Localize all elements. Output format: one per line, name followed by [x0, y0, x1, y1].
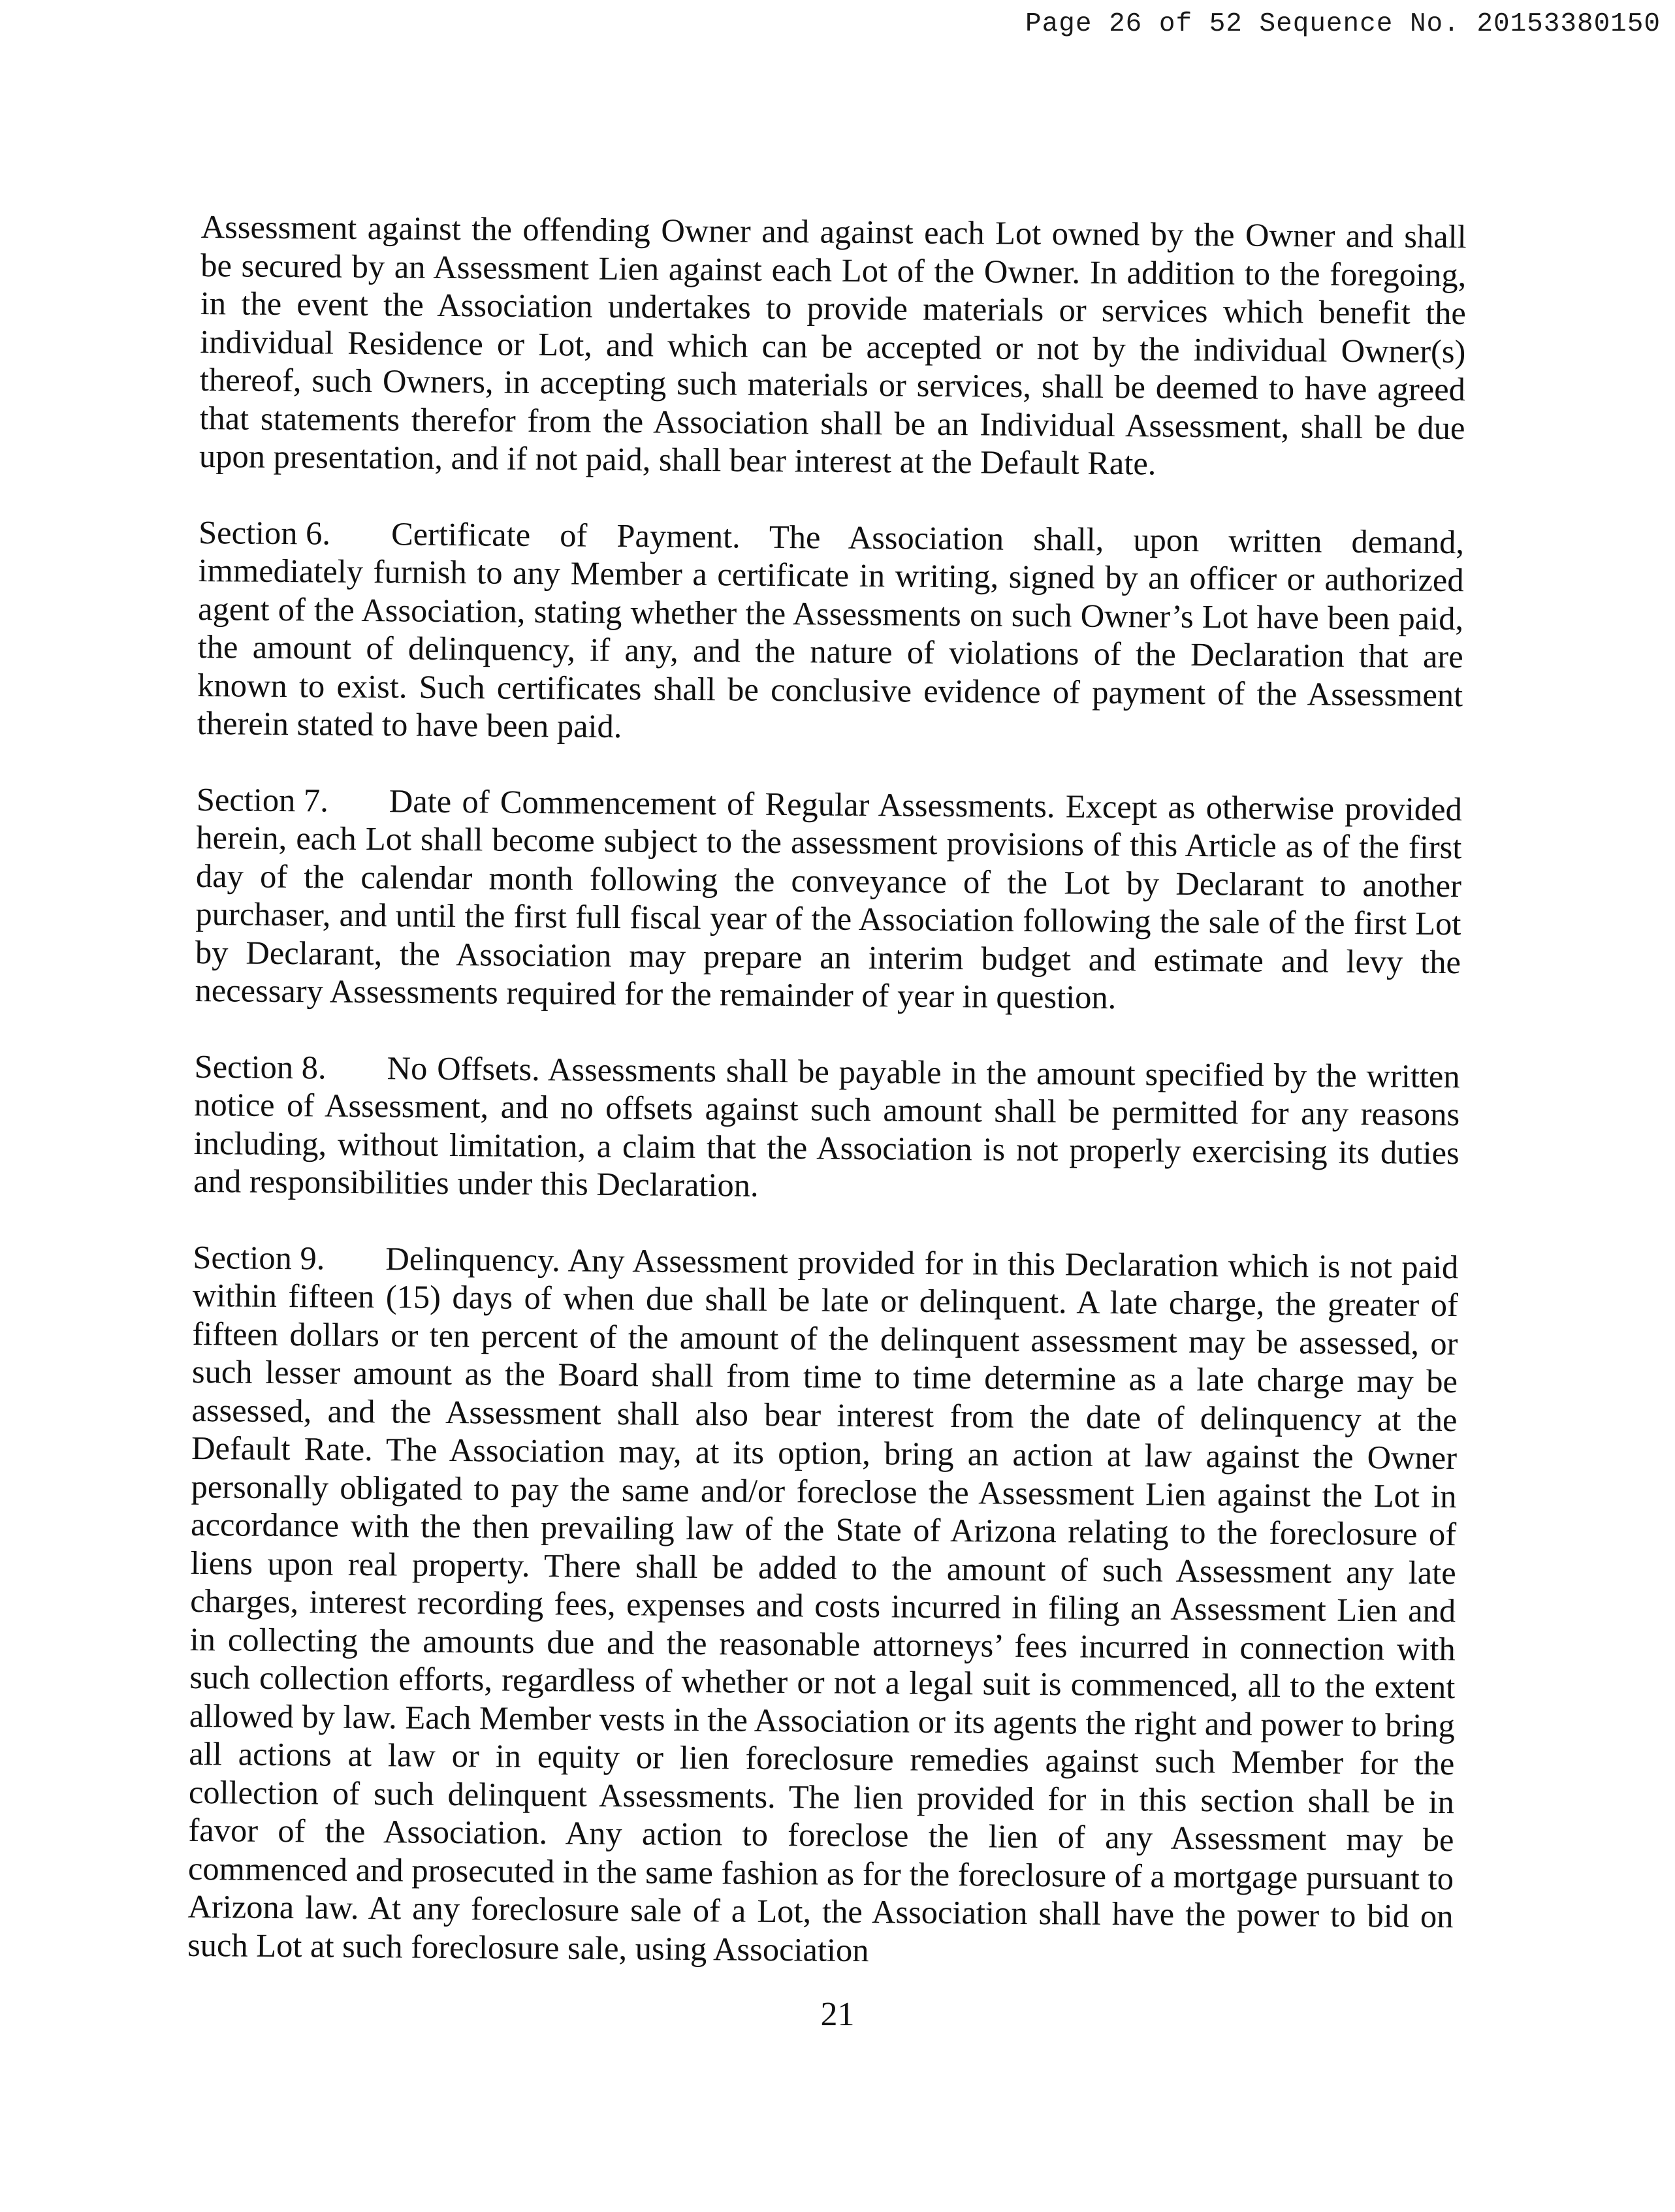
section-6-number: Section 6. — [198, 513, 331, 552]
section-7-paragraph — [195, 780, 1462, 1019]
section-9-paragraph — [187, 1238, 1459, 1974]
page-number: 21 — [820, 1996, 855, 2033]
section-6-text: Certificate of Payment. The Association shall, upon written demand, immediately furnish to any Member a certificate in writing, signed by an officer or authorized agent of the Association, stating whether the Assessments on such Owner’s Lot have been paid, the amount of delinquency, if any, and the nature of violations of the Declaration that are known to exist. Such certificates shall be conclusive evidence of payment of the Assessment therein stated to have been paid. — [197, 515, 1465, 745]
section-7-text: Date of Commencement of Regular Assessments. Except as otherwise provided herein, each Lot shall become subject to the assessment provisions of this Article as of the first day of the calendar month following the conveyance of the Lot by Declarant to another purchaser, and until the first full fiscal year of the Association following the sale of the first Lot by Declarant, the Association may prepare an interim budget and estimate and levy the necessary Assessments required for the remainder of year in question. — [195, 782, 1463, 1016]
document-body — [187, 208, 1467, 2012]
continuation-paragraph: Assessment against the offending Owner and against each Lot owned by the Owner and shall be secured by an Assessment Lien against each Lot of the Owner. In addition to the foregoing, in the event the Association undertakes to provide materials or services which benefit the individual Residence or Lot, and which can be accepted or not by the individual Owner(s) thereof, such Owners, in accepting such materials or services, shall be deemed to have agreed that statements therefor from the Association shall be an Individual Assessment, shall be due upon presentation, and if not paid, shall bear interest at the Default Rate. — [199, 208, 1467, 482]
section-8-text: No Offsets. Assessments shall be payable in the amount specified by the written notice of Assessment, and no offsets against such amount shall be permitted for any reasons including, without limitation, a claim that the Association is not properly exercising its duties and responsibilities under this Declaration. — [193, 1049, 1460, 1204]
section-9-number: Section 9. — [193, 1238, 325, 1277]
section-9-text: Delinquency. Any Assessment provided for in this Declaration which is not paid within fifteen (15) days of when due shall be late or delinquent. A late charge, the greater of fifteen dollars or ten percent of the amount of the delinquent assessment may be assessed, or such lesser amount as the Board shall from time to time determine as a late charge may be assessed, and the Assessment shall also bear interest from the date of delinquency at the Default Rate. The Association may, at its option, bring an action at law against the Owner personally obligated to pay the same and/or foreclose the Assessment Lien against the Lot in accordance with the then prevailing law of the State of Arizona relating to the foreclosure of liens upon real property. There shall be added to the amount of such Assessment any late charges, interest recording fees, expenses and costs incurred in filing an Assessment Lien and in collecting the amounts due and the reasonable attorneys’ fees incurred in connection with such collection efforts, regardless of whether or not a legal suit is commenced, all to the extent allowed by law. Each Member vests in the Association or its agents the right and power to bring all actions at law or in equity or lien foreclosure remedies against such Member for the collection of such delinquent Assessments. The lien provided for in this section shall be in favor of the Association. Any action to foreclose the lien of any Assessment may be commenced and prosecuted in the same fashion as for the foreclosure of a mortgage pursuant to Arizona law. At any foreclosure sale of a Lot, the Association shall have the power to bid on such Lot at such foreclosure sale, using Association — [187, 1240, 1459, 1968]
page-sequence-header: Page 26 of 52 Sequence No. 20153380150 — [1025, 9, 1661, 39]
section-6-paragraph — [197, 513, 1465, 752]
section-7-number: Section 7. — [196, 780, 329, 819]
section-8-paragraph — [193, 1047, 1460, 1210]
section-8-number: Section 8. — [194, 1048, 327, 1086]
